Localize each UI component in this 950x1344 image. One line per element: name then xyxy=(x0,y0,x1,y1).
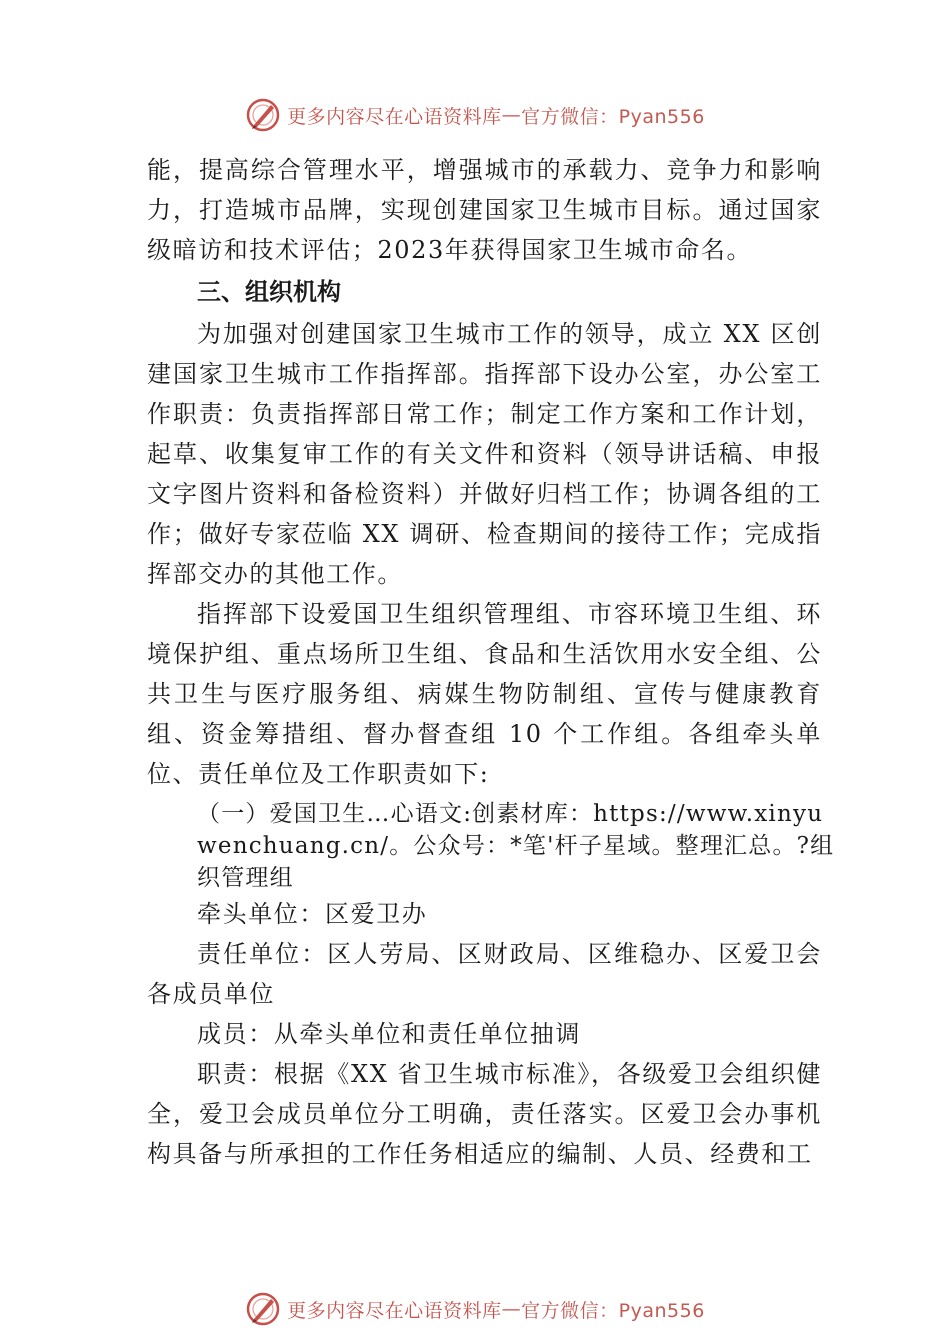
footer-brand: 更多内容尽在心语资料库 xyxy=(287,1299,502,1322)
footer-separator: — xyxy=(501,1298,522,1320)
paragraph-office-duties: 为加强对创建国家卫生城市工作的领导，成立 XX 区创建国家卫生城市工作指挥部。指挥部下设办公室，办公室工作职责：负责指挥部日常工作；制定工作方案和工作计划， 起草、收集复审工作的有关文件和资料（领导讲话稿、申报文字图片资料和备检资料）并做好归档工作；协调各组的工作；做好专家莅临 XX 调研、检查期间的接待工作；完成指挥部交办的其他工作。 xyxy=(147,320,822,588)
pen-logo-icon xyxy=(245,1291,281,1327)
header-wechat: 官方微信：Pyan556 xyxy=(521,105,705,128)
paragraph-responsible-units: 责任单位：区人劳局、区财政局、区维稳办、区爱卫会各成员单位 xyxy=(147,940,822,1008)
header-separator: — xyxy=(501,104,522,126)
paragraph-lead-unit: 牵头单位：区爱卫办 xyxy=(197,900,428,928)
section-heading: 三、组织机构 xyxy=(197,278,341,306)
pen-logo-icon xyxy=(245,97,281,133)
paragraph-members: 成员：从牵头单位和责任单位抽调 xyxy=(197,1020,581,1048)
footer-wechat: 官方微信：Pyan556 xyxy=(521,1299,705,1322)
header-brand: 更多内容尽在心语资料库 xyxy=(287,105,502,128)
paragraph-goal: 能，提高综合管理水平，增强城市的承载力、竞争力和影响力，打造城市品牌，实现创建国家卫生城市目标。通过国家级暗访和技术评估；2023年获得国家卫生城市命名。 xyxy=(147,156,822,264)
paragraph-duties: 职责：根据《XX 省卫生城市标准》，各级爱卫会组织健全，爱卫会成员单位分工明确，责任落实。区爱卫会办事机构具备与所承担的工作任务相适应的编制、人员、经费和工 xyxy=(147,1060,822,1168)
paragraph-group-one-title: （一）爱国卫生…心语文:创素材库：https://www.xinyuwenchuang.cn/。公众号：*笔'杆子星域。整理汇总。?组织管理组 xyxy=(197,801,835,891)
footer-watermark xyxy=(0,1289,950,1329)
document-body xyxy=(147,150,835,1174)
paragraph-work-groups: 指挥部下设爱国卫生组织管理组、市容环境卫生组、环境保护组、重点场所卫生组、食品和生活饮用水安全组、公共卫生与医疗服务组、病媒生物防制组、宣传与健康教育组、资金筹措组、督办督查组 10 个工作组。各组牵头单位、责任单位及工作职责如下: xyxy=(147,600,822,788)
header-watermark xyxy=(0,95,950,135)
